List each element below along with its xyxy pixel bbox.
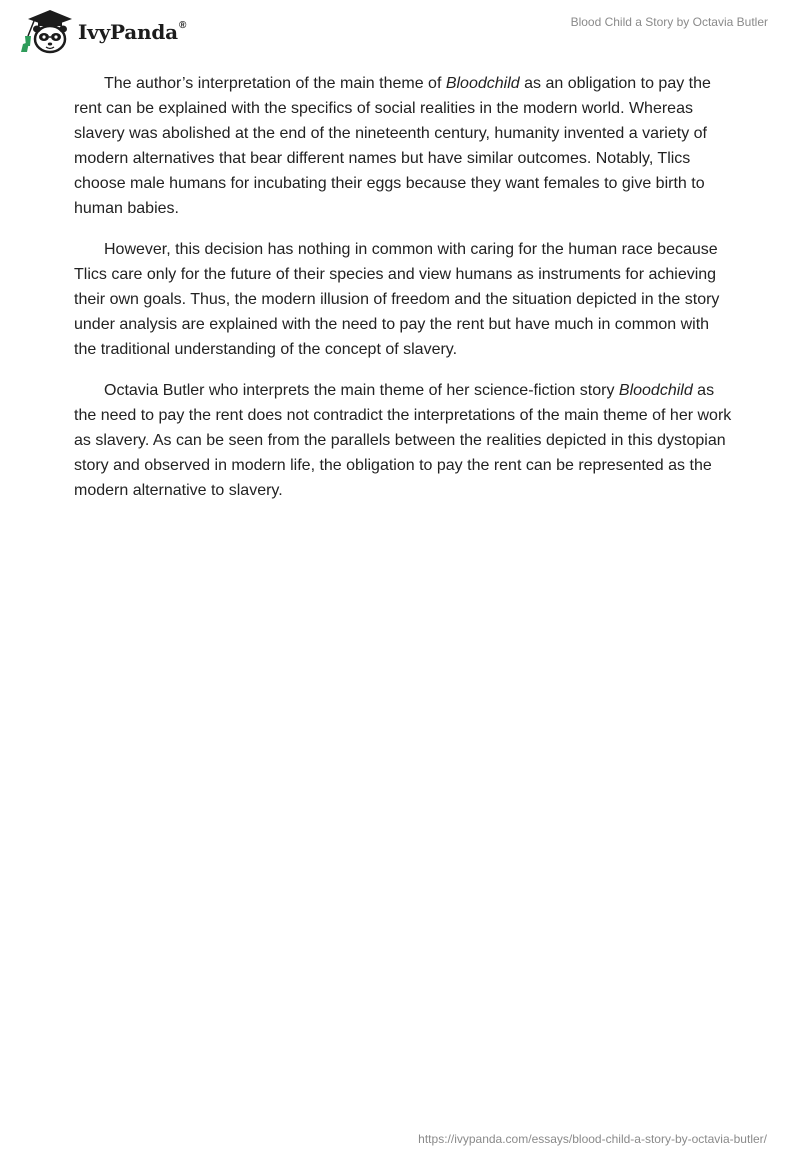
logo-wordmark: IvyPanda® — [78, 20, 187, 44]
ivypanda-logo[interactable] — [14, 6, 186, 56]
source-url-link[interactable]: https://ivypanda.com/essays/blood-child-a-story-by-octavia-butler/ — [418, 1132, 767, 1146]
panda-graduation-cap-icon — [14, 6, 76, 56]
book-title-italic: Bloodchild — [445, 75, 520, 92]
registered-mark: ® — [178, 20, 187, 32]
paragraph-1-text-end: as an obligation to pay the rent can be explained with the specifics of social realities in the modern world. Whereas slavery was abolished at the end of the nineteenth century, humanity invented a variety of modern alternatives that bear different names but have similar outcomes. Notably, Tlics choose male humans for incubating their eggs because they want females to give birth to human babies. — [74, 75, 711, 217]
paragraph-2: However, this decision has nothing in common with caring for the human race because Tlics care only for the future of their species and view humans as instruments for achieving their own goals. Thus, the modern illusion of freedom and the situation depicted in the story under analysis are explained with the need to pay the rent but have much in common with the traditional understanding of the concept of slavery. — [74, 241, 720, 358]
page-header — [0, 0, 800, 60]
paragraph-3-text-start: Octavia Butler who interprets the main theme of her science-fiction story — [104, 382, 619, 399]
paragraph-1-text-start: The author’s interpretation of the main theme of — [104, 75, 446, 92]
paragraph-3-text-end: as the need to pay the rent does not contradict the interpretations of the main theme of her work as slavery. As can be seen from the parallels between the realities depicted in this dystopian story and observed in modern life, the obligation to pay the rent can be represented as the modern alternative to slavery. — [74, 382, 732, 499]
essay-body — [74, 71, 734, 519]
paragraph-3 — [74, 378, 734, 503]
document-title: Blood Child a Story by Octavia Butler — [570, 15, 768, 29]
book-title-italic: Bloodchild — [618, 382, 693, 399]
paragraph-1 — [74, 71, 734, 221]
